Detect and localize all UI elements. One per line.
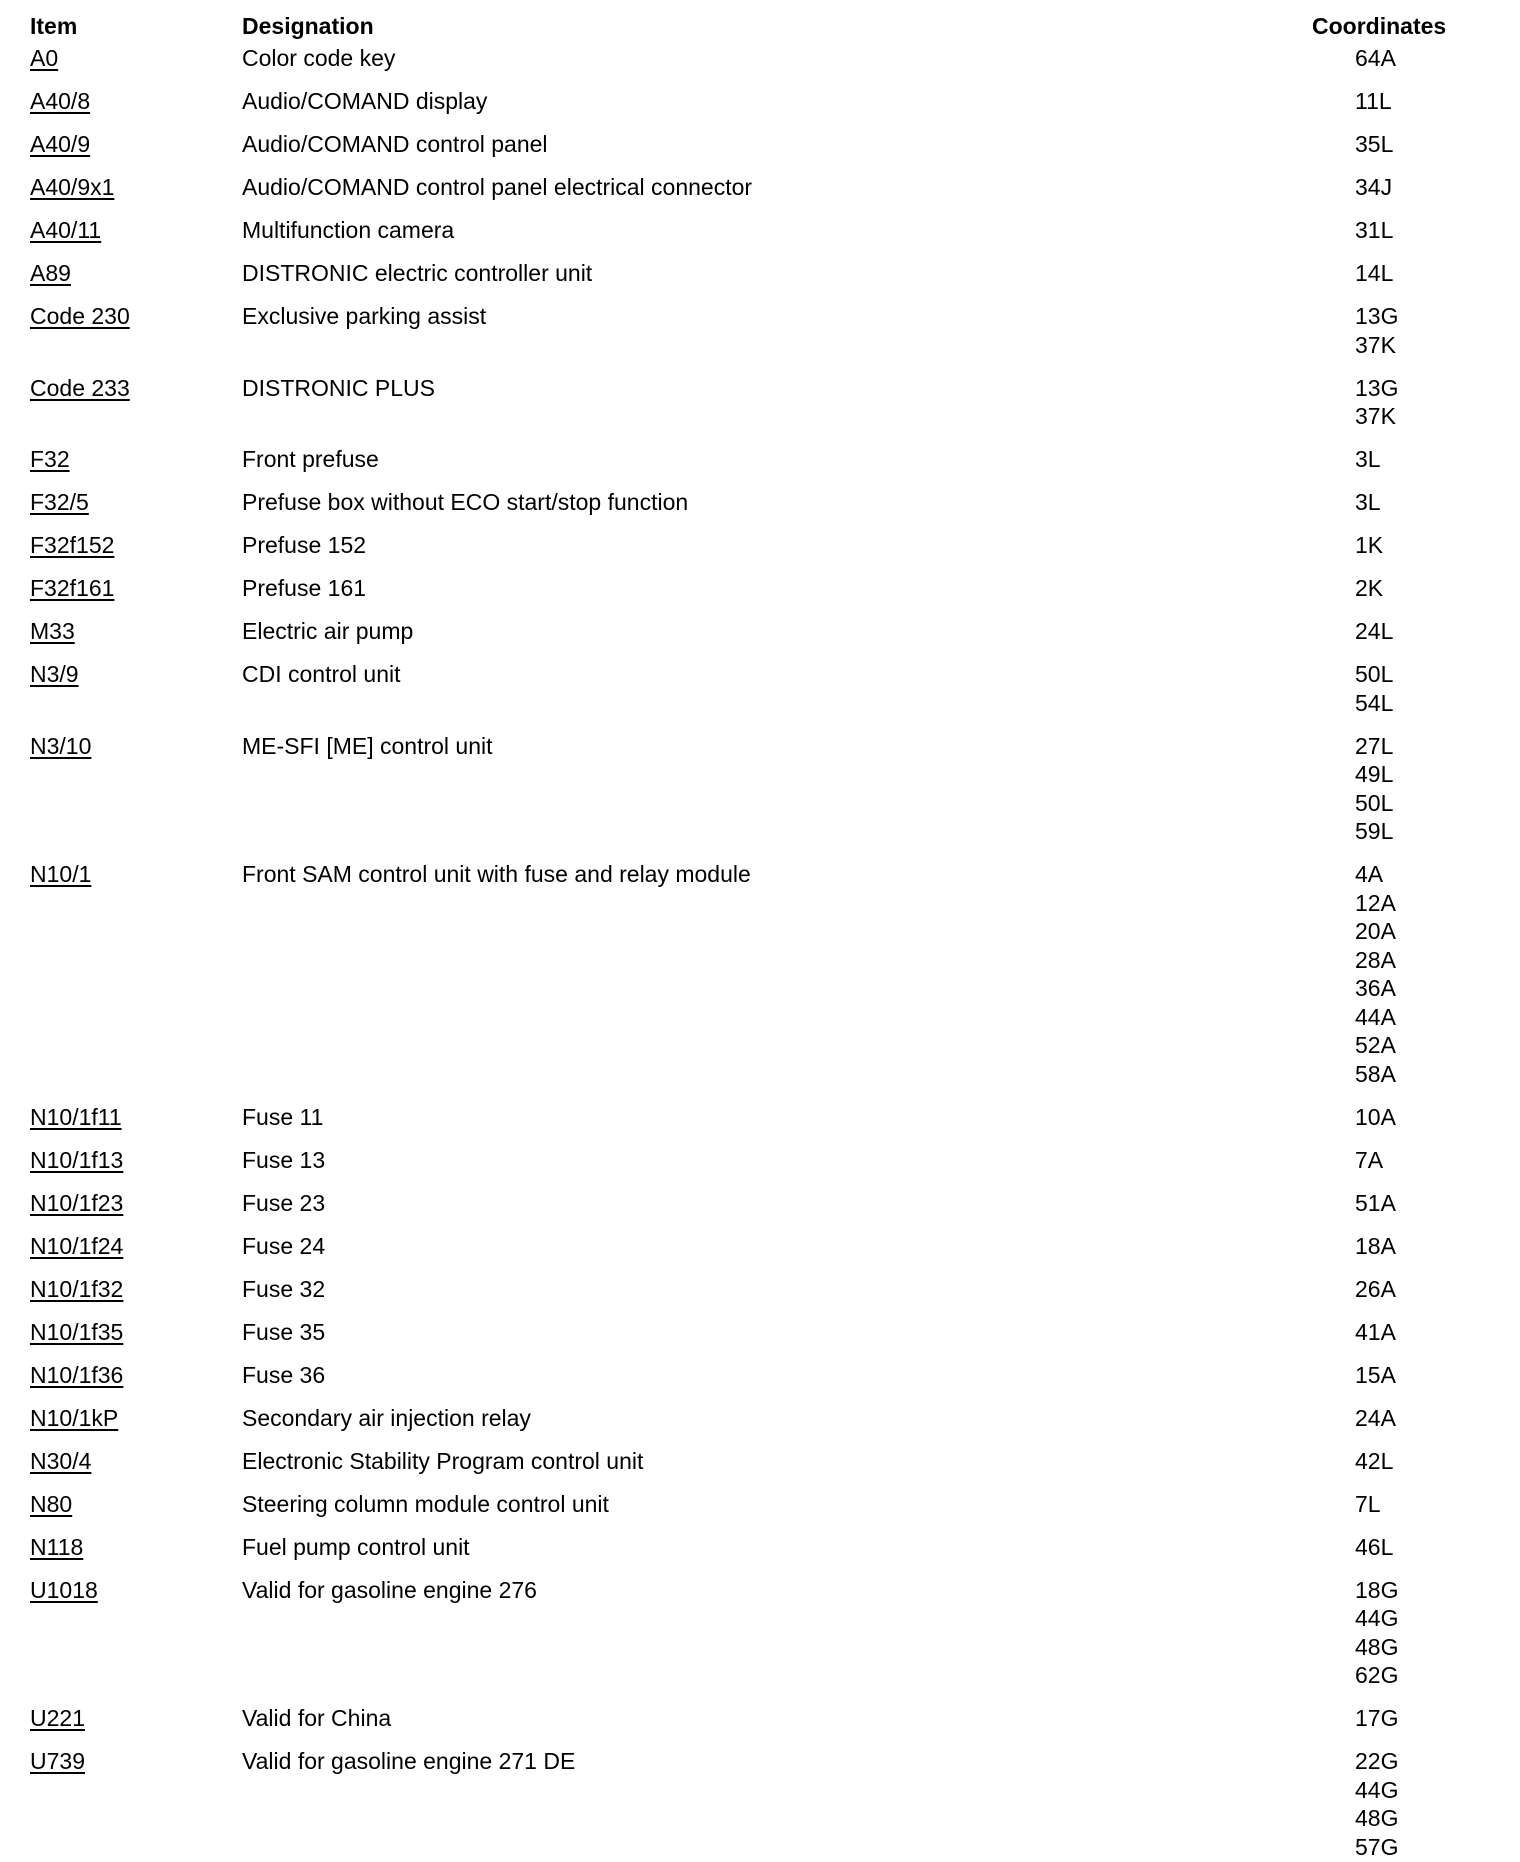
coordinate-value: 4A [1355,861,1384,887]
coordinate-value: 1K [1355,532,1384,558]
coordinates-list [1355,130,1393,159]
item-link[interactable]: F32f161 [30,575,115,601]
item-link[interactable]: N10/1f11 [30,1103,122,1130]
coordinate-value: 48G [1355,1805,1399,1831]
coordinates-list [1355,1275,1396,1304]
coordinates-list [1355,44,1396,73]
designation-text: Fuse 11 [242,1103,324,1130]
coordinates-list [1355,1747,1398,1861]
coordinates-list [1355,1704,1398,1733]
coordinate-value: 28A [1355,946,1396,973]
designation-text: DISTRONIC PLUS [242,374,435,401]
item-link[interactable]: N10/1f35 [30,1318,124,1345]
item-link[interactable]: A89 [30,260,71,286]
coordinate-value: 13G [1355,374,1399,401]
designation-text: Fuel pump control unit [242,1533,470,1560]
coordinate-value: 59L [1355,818,1394,844]
coordinate-value: 62G [1355,1662,1399,1688]
designation-text: Fuse 24 [242,1232,326,1259]
designation-text: Prefuse box without ECO start/stop function [242,489,689,515]
designation-text: Valid for gasoline engine 271 DE [242,1748,576,1774]
coordinates-list [1355,1146,1383,1175]
coordinate-value: 3L [1355,446,1381,472]
designation-text: Audio/COMAND control panel [242,131,548,157]
designation-text: Exclusive parking assist [242,303,487,329]
item-link[interactable]: N10/1 [30,861,92,887]
coordinates-list [1355,374,1398,431]
coordinates-list [1355,1404,1396,1433]
designation-text: Multifunction camera [242,217,455,243]
coordinate-value: 42L [1355,1447,1394,1474]
coordinates-list [1355,1318,1396,1347]
coordinate-value: 20A [1355,918,1396,944]
item-link[interactable]: U221 [30,1705,85,1731]
coordinate-value: 11L [1355,88,1392,114]
coordinates-list [1355,732,1393,846]
coordinate-value: 44G [1355,1776,1399,1803]
coordinates-list [1355,488,1381,517]
coordinate-value: 58A [1355,1060,1396,1087]
item-link[interactable]: N3/10 [30,732,92,759]
coordinates-list [1355,1189,1396,1218]
coordinate-value: 22G [1355,1748,1399,1774]
item-link[interactable]: N10/1f32 [30,1275,124,1302]
designation-text: Electric air pump [242,618,414,644]
item-link[interactable]: N3/9 [30,661,79,687]
item-link[interactable]: M33 [30,618,75,644]
designation-text: Steering column module control unit [242,1490,609,1517]
coordinate-value: 44A [1355,1003,1396,1030]
designation-text: Prefuse 152 [242,532,367,558]
coordinates-list [1355,302,1398,359]
coordinate-value: 31L [1355,217,1394,243]
coordinate-value: 37K [1355,331,1396,358]
coordinates-list [1355,1576,1398,1690]
designation-text: Front SAM control unit with fuse and relay module [242,861,751,887]
coordinates-list [1355,1447,1393,1476]
coordinate-value: 27L [1355,732,1394,759]
item-link[interactable]: N10/1f23 [30,1189,124,1216]
designation-column-header: Designation [242,13,374,39]
item-link[interactable]: U1018 [30,1576,98,1603]
coordinates-list [1355,259,1393,288]
coordinate-value: 3L [1355,489,1381,515]
item-link[interactable]: Code 230 [30,303,130,329]
item-link[interactable]: A40/9x1 [30,174,115,200]
coordinates-list [1355,1232,1396,1261]
item-link[interactable]: A0 [30,45,59,71]
coordinate-value: 36A [1355,975,1396,1001]
item-link[interactable]: F32/5 [30,489,89,515]
coordinate-value: 14L [1355,260,1394,286]
designation-text: Valid for gasoline engine 276 [242,1576,537,1603]
coordinate-value: 35L [1355,131,1394,157]
item-link[interactable]: N10/1f36 [30,1361,124,1388]
item-link[interactable]: N80 [30,1490,73,1517]
coordinate-value: 18A [1355,1232,1396,1259]
designation-text: Fuse 32 [242,1275,326,1302]
coordinate-value: 46L [1355,1533,1394,1560]
coordinate-value: 7L [1355,1490,1381,1517]
coordinates-list [1355,660,1393,717]
coordinates-list [1355,1490,1381,1519]
coordinate-value: 34J [1355,174,1393,200]
coordinate-value: 18G [1355,1576,1399,1603]
item-link[interactable]: A40/8 [30,88,91,114]
coordinate-value: 50L [1355,789,1394,816]
coordinates-column-header: Coordinates [1312,13,1447,39]
coordinates-list [1355,1361,1396,1390]
coordinate-value: 17G [1355,1705,1399,1731]
coordinate-value: 64A [1355,45,1396,71]
coordinate-value: 50L [1355,661,1394,687]
designation-text: Fuse 36 [242,1361,326,1388]
coordinate-value: 37K [1355,403,1396,429]
designation-text: Fuse 35 [242,1318,326,1345]
coordinates-list [1355,1103,1396,1132]
designation-text: DISTRONIC electric controller unit [242,260,593,286]
coordinate-value: 26A [1355,1275,1396,1302]
coordinate-value: 7A [1355,1146,1384,1173]
coordinate-value: 2K [1355,575,1384,601]
item-link[interactable]: N10/1kP [30,1404,119,1431]
coordinates-list [1355,617,1393,646]
coordinate-value: 10A [1355,1103,1396,1130]
table-header [0,11,1520,41]
designation-text: CDI control unit [242,661,401,687]
coordinate-value: 44G [1355,1605,1399,1631]
coordinates-list [1355,87,1392,116]
item-link[interactable]: N118 [30,1533,84,1560]
coordinate-value: 15A [1355,1361,1396,1388]
coordinate-value: 12A [1355,889,1396,916]
designation-text: Fuse 23 [242,1189,326,1216]
item-link[interactable]: N10/1f24 [30,1232,124,1259]
item-link[interactable]: F32f152 [30,532,115,558]
item-link[interactable]: F32 [30,446,70,472]
item-link[interactable]: A40/11 [30,217,102,243]
coordinate-value: 52A [1355,1032,1396,1058]
coordinates-list [1355,173,1392,202]
item-link[interactable]: Code 233 [30,374,130,401]
designation-text: Audio/COMAND control panel electrical connector [242,174,753,200]
coordinate-value: 24L [1355,618,1394,644]
coordinates-list [1355,1533,1393,1562]
coordinates-list [1355,216,1393,245]
coordinate-value: 41A [1355,1318,1396,1345]
item-link[interactable]: A40/9 [30,131,91,157]
designation-text: Fuse 13 [242,1146,326,1173]
designation-text: Color code key [242,45,396,71]
coordinates-list [1355,860,1396,1088]
designation-text: Valid for China [242,1705,392,1731]
designation-text: ME-SFI [ME] control unit [242,732,493,759]
designation-text: Electronic Stability Program control unit [242,1447,644,1474]
item-column-header: Item [30,13,78,39]
coordinate-value: 54L [1355,689,1394,716]
coordinate-value: 24A [1355,1404,1396,1431]
item-link[interactable]: N10/1f13 [30,1146,124,1173]
coordinates-list [1355,574,1383,603]
designation-text: Secondary air injection relay [242,1404,531,1431]
item-link[interactable]: N30/4 [30,1447,92,1474]
designation-text: Front prefuse [242,446,379,472]
item-link[interactable]: U739 [30,1748,85,1774]
designation-text: Audio/COMAND display [242,88,488,114]
coordinates-list [1355,531,1383,560]
coordinate-value: 49L [1355,761,1394,787]
designation-text: Prefuse 161 [242,575,367,601]
coordinate-value: 48G [1355,1633,1399,1660]
coordinate-value: 57G [1355,1833,1399,1860]
coordinate-value: 13G [1355,303,1399,329]
coordinate-value: 51A [1355,1189,1396,1216]
coordinates-list [1355,445,1381,474]
